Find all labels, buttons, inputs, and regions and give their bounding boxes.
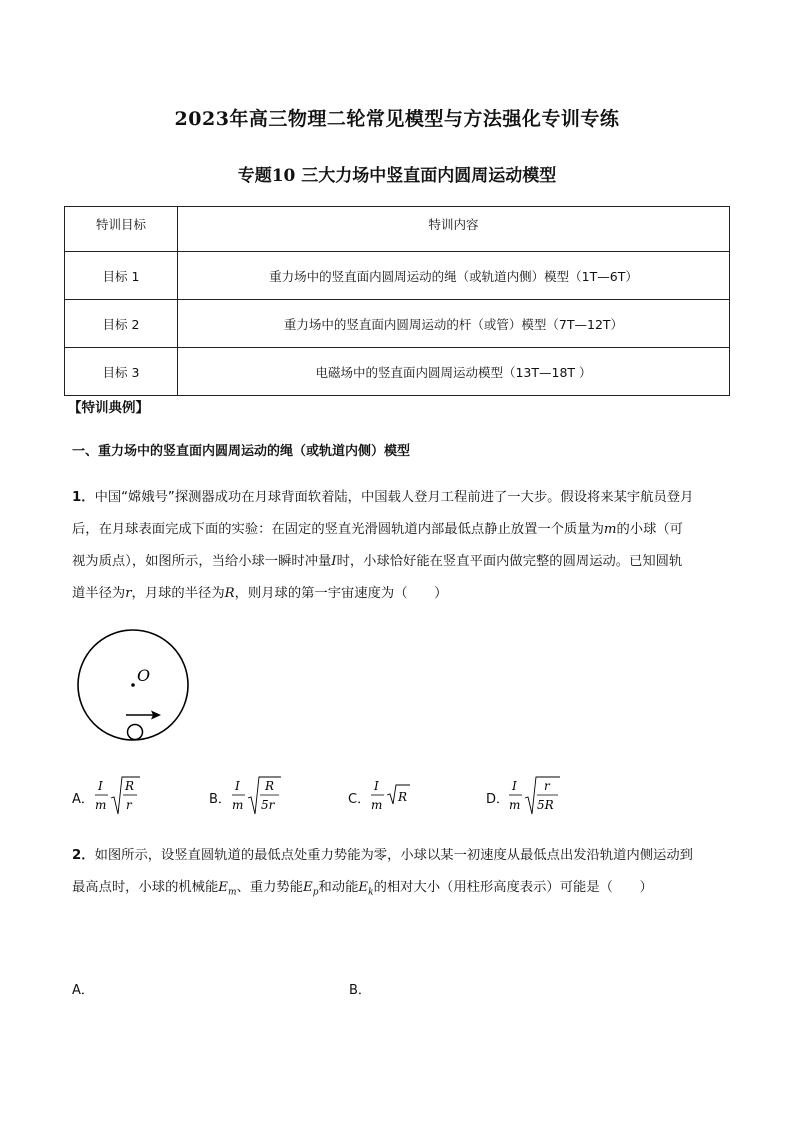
root-num: R bbox=[265, 779, 275, 793]
section-tag: 【特训典例】 bbox=[68, 400, 149, 416]
question-2 bbox=[72, 840, 732, 909]
frac-den: m bbox=[95, 798, 107, 812]
question-number: 2． bbox=[72, 848, 95, 863]
content-cell: 重力场中的竖直面内圆周运动的绳（或轨道内侧）模型（1T—6T） bbox=[178, 252, 730, 300]
frac-num: I bbox=[98, 779, 103, 793]
root-value: R bbox=[398, 790, 408, 804]
root-num: r bbox=[544, 779, 550, 793]
document-title: 2023年高三物理二轮常见模型与方法强化专训专练 bbox=[174, 108, 620, 130]
q1-line-3b: 时，小球恰好能在竖直平面内做完整的圆周运动。已知圆轨 bbox=[336, 554, 683, 569]
goal-cell: 目标 3 bbox=[65, 348, 178, 396]
option-c-formula bbox=[370, 774, 430, 818]
goal-cell: 目标 1 bbox=[65, 252, 178, 300]
option-a-label[interactable]: A． bbox=[72, 792, 94, 807]
sub-m: m bbox=[227, 887, 237, 898]
root-den: r bbox=[126, 798, 132, 812]
q2-line-2d: 的相对大小（用柱形高度表示）可能是（ ） bbox=[373, 880, 653, 895]
option-d-label[interactable]: D． bbox=[486, 792, 510, 807]
var-m: m bbox=[603, 522, 617, 537]
option-d-formula bbox=[508, 774, 568, 818]
goal-cell: 目标 2 bbox=[65, 300, 178, 348]
q1-options bbox=[72, 774, 732, 818]
option-b-formula bbox=[231, 774, 291, 818]
frac-den: m bbox=[371, 798, 383, 812]
q2-line-2: 最高点时，小球的机械能 bbox=[72, 880, 219, 895]
center-point bbox=[131, 683, 135, 687]
q1-line-4b: ，月球的半径为 bbox=[131, 586, 225, 601]
header-goal: 特训目标 bbox=[65, 207, 178, 252]
q1-line-4c: ，则月球的第一宇宙速度为（ ） bbox=[234, 586, 448, 601]
sub-k: k bbox=[368, 887, 374, 898]
var-R: R bbox=[224, 586, 235, 601]
root-den: 5r bbox=[261, 798, 275, 812]
frac-num: I bbox=[512, 779, 517, 793]
center-label-O: O bbox=[137, 666, 151, 685]
root-den: 5R bbox=[537, 798, 554, 812]
table-row bbox=[65, 252, 730, 300]
q1-line-4: 道半径为 bbox=[72, 586, 126, 601]
q1-line-2: 后，在月球表面完成下面的实验：在固定的竖直光滑圆轨道内部最低点静止放置一个质量为 bbox=[72, 522, 604, 537]
q2-line-1: 如图所示，设竖直圆轨道的最低点处重力势能为零，小球以某一初速度从最低点出发沿轨道内侧运动到 bbox=[94, 848, 693, 863]
topic-subtitle: 专题10 三大力场中竖直面内圆周运动模型 bbox=[237, 166, 557, 186]
training-goals-table bbox=[64, 206, 730, 396]
question-number: 1． bbox=[72, 490, 95, 505]
frac-num: I bbox=[374, 779, 379, 793]
content-cell: 电磁场中的竖直面内圆周运动模型（13T—18T ） bbox=[178, 348, 730, 396]
var-E: E bbox=[218, 880, 228, 895]
q2-option-a-label[interactable]: A． bbox=[72, 983, 94, 998]
var-r: r bbox=[125, 586, 132, 601]
q1-line-3: 视为质点），如图所示，当给小球一瞬时冲量 bbox=[72, 554, 332, 569]
q2-line-2b: 、重力势能 bbox=[236, 880, 304, 895]
option-c-label[interactable]: C． bbox=[348, 792, 371, 807]
q1-line-2b: 的小球（可 bbox=[616, 522, 683, 537]
root-num: R bbox=[125, 779, 135, 793]
frac-num: I bbox=[235, 779, 240, 793]
sub-p: p bbox=[312, 887, 319, 898]
content-cell: 重力场中的竖直面内圆周运动的杆（或管）模型（7T—12T） bbox=[178, 300, 730, 348]
table-row bbox=[65, 300, 730, 348]
q2-line-2c: 和动能 bbox=[318, 880, 359, 895]
q2-option-b-label[interactable]: B． bbox=[349, 983, 371, 998]
q1-line-1: 中国“嫦娥号”探测器成功在月球背面软着陆，中国载人登月工程前进了一大步。假设将来某宇航员登月 bbox=[94, 490, 694, 505]
var-I: I bbox=[331, 554, 337, 569]
header-content: 特训内容 bbox=[178, 207, 730, 252]
frac-den: m bbox=[509, 798, 521, 812]
table-row bbox=[65, 348, 730, 396]
small-ball bbox=[128, 725, 143, 740]
var-E: E bbox=[358, 880, 369, 895]
option-b-label[interactable]: B． bbox=[209, 792, 231, 807]
option-a-formula bbox=[94, 774, 154, 818]
var-E: E bbox=[303, 880, 313, 895]
table-header-row bbox=[65, 207, 730, 252]
circular-track-figure bbox=[74, 626, 194, 746]
question-1 bbox=[72, 482, 732, 610]
section-heading: 一、重力场中的竖直面内圆周运动的绳（或轨道内侧）模型 bbox=[72, 444, 411, 459]
frac-den: m bbox=[232, 798, 244, 812]
